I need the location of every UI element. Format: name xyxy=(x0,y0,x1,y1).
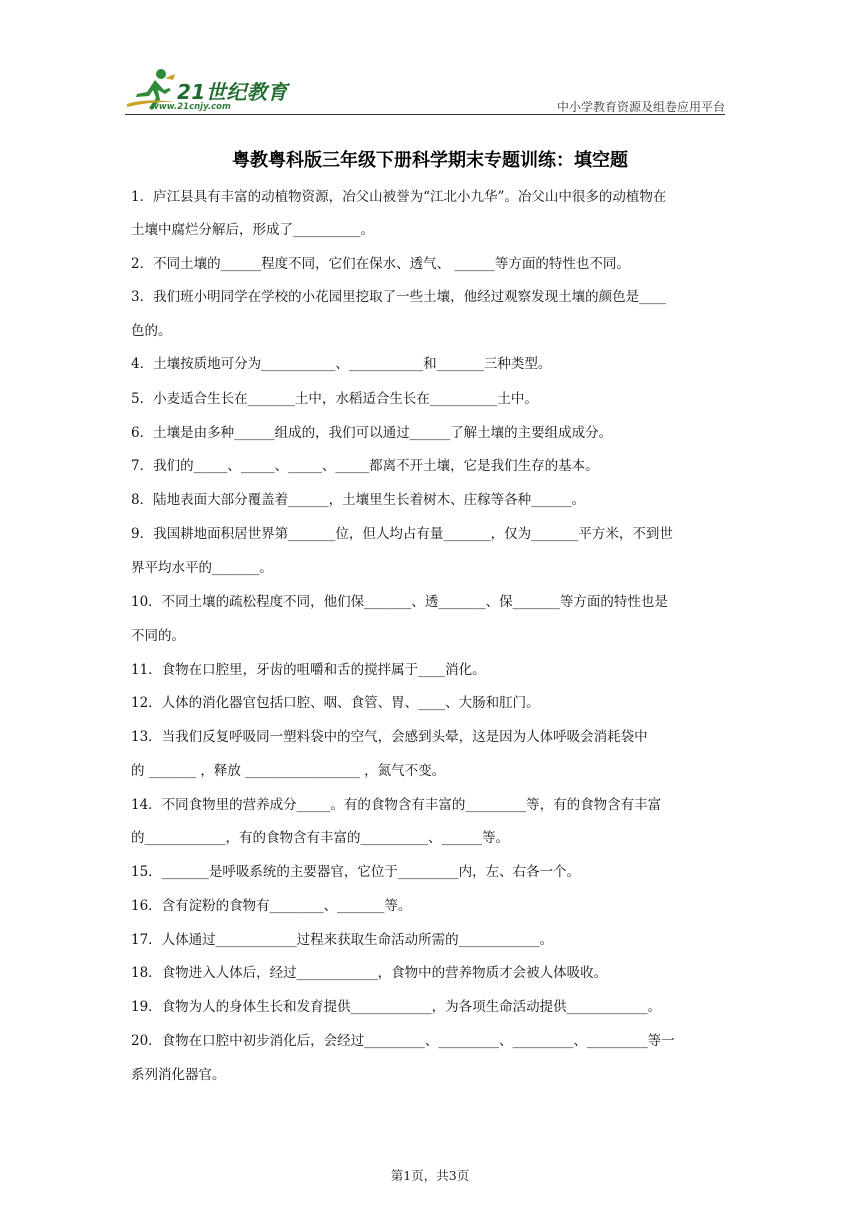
question-9-line-2: 界平均水平的_______。 xyxy=(131,560,273,576)
question-15-line-1: 15．_______是呼吸系统的主要器官，它位于_________内，左、右各一个。 xyxy=(131,864,581,880)
question-14-line-2: 的____________，有的食物含有丰富的__________、______等。 xyxy=(131,830,509,846)
question-16-line-1: 16．含有淀粉的食物有________、_______等。 xyxy=(131,898,412,914)
page-title: 粤教粤科版三年级下册科学期末专题训练：填空题 xyxy=(232,150,628,171)
question-18-line-1: 18．食物进入人体后，经过____________，食物中的营养物质才会被人体吸收。 xyxy=(131,965,608,981)
question-11-line-1: 11．食物在口腔里，牙齿的咀嚼和舌的搅拌属于____消化。 xyxy=(131,662,486,678)
question-20-line-2: 系列消化器官。 xyxy=(131,1067,226,1083)
question-19-line-1: 19．食物为人的身体生长和发育提供____________，为各项生命活动提供____________。 xyxy=(131,999,662,1015)
page-footer: 第1页，共3页 xyxy=(390,1168,470,1183)
question-12-line-1: 12．人体的消化器官包括口腔、咽、食管、胃、____、大肠和肛门。 xyxy=(131,695,540,711)
question-13-line-2: 的 _______ ，释放 _________________ ，氮气不变。 xyxy=(131,763,446,779)
question-8-line-1: 8．陆地表面大部分覆盖着______，土壤里生长着树木、庄稼等各种______。 xyxy=(131,492,586,508)
header-divider xyxy=(125,114,725,115)
question-3-line-2: 色的。 xyxy=(131,323,172,339)
question-2-line-1: 2．不同土壤的______程度不同，它们在保水、透气、 ______等方面的特性也不同。 xyxy=(131,256,630,272)
question-17-line-1: 17．人体通过____________过程来获取生命活动所需的____________。 xyxy=(131,932,554,948)
page-header xyxy=(125,66,725,116)
question-10-line-1: 10．不同土壤的疏松程度不同，他们保_______、透_______、保_______等方面的特性也是 xyxy=(131,594,668,610)
question-6-line-1: 6．土壤是由多种______组成的，我们可以通过______了解土壤的主要组成成分。 xyxy=(131,425,613,441)
question-1-line-2: 土壤中腐烂分解后，形成了__________。 xyxy=(131,222,374,238)
question-4-line-1: 4．土壤按质地可分为___________、___________和_______三种类型。 xyxy=(131,356,552,372)
question-1-line-1: 1．庐江县具有丰富的动植物资源，冶父山被誉为“江北小九华”。冶父山中很多的动植物在 xyxy=(131,189,667,205)
question-5-line-1: 5．小麦适合生长在_______土中，水稻适合生长在__________土中。 xyxy=(131,391,538,407)
question-10-line-2: 不同的。 xyxy=(131,628,185,644)
question-14-line-1: 14．不同食物里的营养成分_____。有的食物含有丰富的_________等，有的食物含有丰富 xyxy=(131,797,662,813)
question-7-line-1: 7．我们的_____、_____、_____、_____都离不开土壤，它是我们生存的基本。 xyxy=(131,458,599,474)
logo-text: 21世纪教育 xyxy=(177,80,288,104)
platform-name: 中小学教育资源及组卷应用平台 xyxy=(556,100,725,114)
question-9-line-1: 9．我国耕地面积居世界第_______位，但人均占有量_______，仅为_______平方米，不到世 xyxy=(131,526,673,542)
question-13-line-1: 13．当我们反复呼吸同一塑料袋中的空气，会感到头晕，这是因为人体呼吸会消耗袋中 xyxy=(131,729,648,745)
question-20-line-1: 20．食物在口腔中初步消化后，会经过_________、_________、_________、_________等一 xyxy=(131,1033,675,1049)
logo-url: www.21cnjy.com xyxy=(151,102,231,112)
logo xyxy=(125,66,295,116)
question-3-line-1: 3．我们班小明同学在学校的小花园里挖取了一些土壤，他经过观察发现土壤的颜色是____ xyxy=(131,289,667,305)
